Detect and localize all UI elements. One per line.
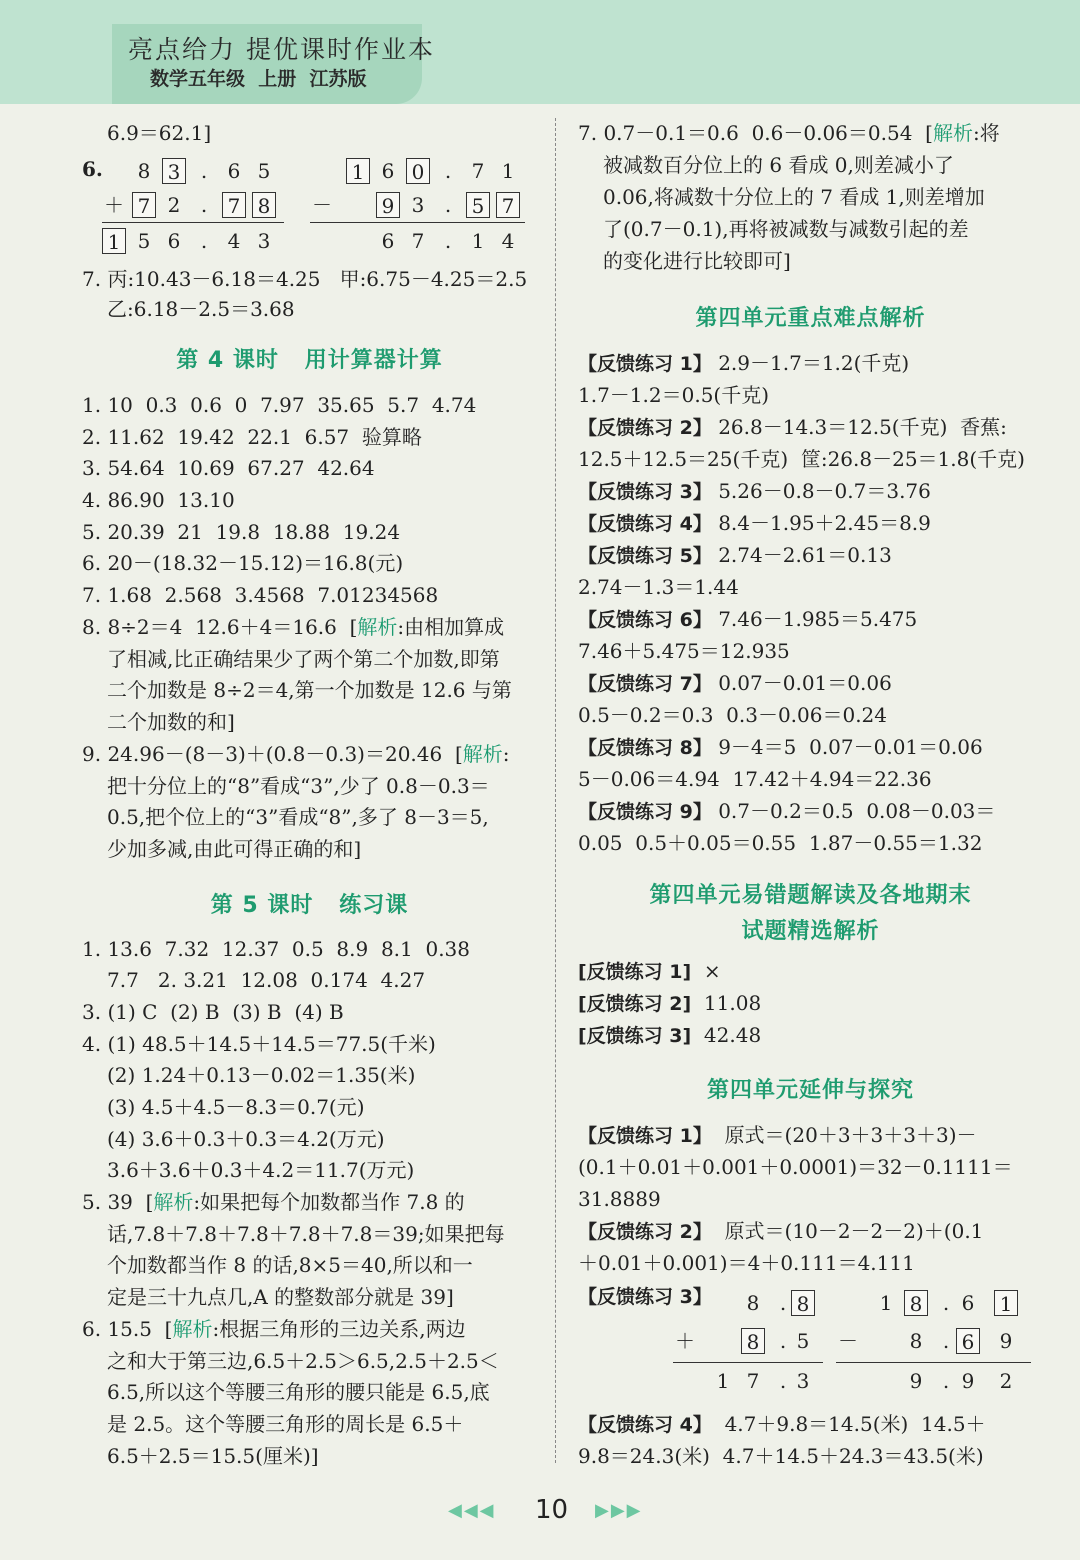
feedback-label: 【反馈练习 1】 <box>578 1125 712 1147</box>
feedback-text: 0.05 0.5＋0.05＝0.55 1.87－0.55＝1.32 <box>578 831 983 855</box>
answer-line: 7. 1.68 2.568 3.4568 7.01234568 <box>82 583 439 607</box>
answer-line: 0.5,把个位上的“3”看成“8”,多了 8－3＝5, <box>107 805 489 829</box>
feedback-label: 【反馈练习 1】 <box>578 353 712 375</box>
digit: 1 <box>501 159 515 183</box>
feedback-item <box>578 700 887 730</box>
feedback-item <box>578 348 909 378</box>
answer-line: 少加多减,由此可得正确的和] <box>107 837 362 861</box>
digit: 6 <box>227 159 241 183</box>
feedback-text: 2.74－1.3＝1.44 <box>578 575 739 599</box>
feedback-label: 【反馈练习 6】 <box>578 609 712 631</box>
digit: 1 <box>471 229 485 253</box>
digit: . <box>942 1291 950 1315</box>
answer-text: :如果把每个加数都当作 7.8 的 <box>193 1190 465 1214</box>
digit: 9 <box>999 1329 1013 1353</box>
answer-line <box>82 612 504 642</box>
feedback-text: 11.08 <box>703 991 762 1015</box>
answer-line: 二个加数是 8÷2＝4,第一个加数是 12.6 与第 <box>107 678 512 702</box>
section-heading: 第四单元重点难点解析 <box>695 306 926 331</box>
next-arrows-icon: ▶▶▶ <box>595 1500 643 1521</box>
digit: 5 <box>257 159 271 183</box>
digit-box: 7 <box>222 192 246 218</box>
feedback-item <box>578 668 892 698</box>
feedback-text: × <box>703 959 721 983</box>
digit: 7 <box>746 1369 760 1393</box>
page-number: 10 <box>535 1495 569 1525</box>
section-heading: 试题精选解析 <box>741 919 880 944</box>
digit: 6 <box>167 229 181 253</box>
answer-line: 3.6＋3.6＋0.3＋4.2＝11.7(万元) <box>107 1158 415 1182</box>
answer-line: 2. 11.62 19.42 22.1 6.57 验算略 <box>82 425 422 449</box>
feedback-item <box>578 828 982 858</box>
feedback-item <box>578 732 983 762</box>
answer-line: 1. 13.6 7.32 12.37 0.5 8.9 8.1 0.38 <box>82 937 470 961</box>
feedback-text: 7.46＋5.475＝12.935 <box>578 639 790 663</box>
feedback-item <box>578 508 931 538</box>
feedback-label: 【反馈练习 2】 <box>578 417 712 439</box>
answer-text: :由相加算成 <box>397 615 505 639</box>
feedback-item <box>578 1409 986 1439</box>
minus-sign: － <box>838 1329 858 1353</box>
section-heading: 第 4 课时 用计算器计算 <box>176 348 443 373</box>
feedback-label: 【反馈练习 8】 <box>578 737 712 759</box>
feedback-label: 【反馈练习 2】 <box>578 1221 712 1243</box>
digit: 5 <box>137 229 151 253</box>
digit: 3 <box>411 193 425 217</box>
feedback-item <box>578 412 1007 442</box>
feedback-label: 【反馈练习 7】 <box>578 673 712 695</box>
digit: . <box>444 229 452 253</box>
answer-line: 乙:6.18－2.5＝3.68 <box>107 297 295 321</box>
feedback-label: [反馈练习 3] <box>578 1025 692 1047</box>
feedback-item <box>578 604 917 634</box>
digit: 6 <box>381 229 395 253</box>
digit: 3 <box>796 1369 810 1393</box>
answer-line <box>82 1187 465 1217</box>
digit: 1 <box>879 1291 893 1315</box>
digit-box: 6 <box>956 1328 980 1354</box>
answer-line <box>82 1314 466 1344</box>
feedback-text: 1.7－1.2＝0.5(千克) <box>578 383 770 407</box>
vertical-addition <box>102 158 292 258</box>
digit: . <box>779 1369 787 1393</box>
digit: 9 <box>909 1369 923 1393</box>
feedback-item <box>578 636 790 666</box>
digit-box: 7 <box>496 192 520 218</box>
answer-line: (4) 3.6＋0.3＋0.3＝4.2(万元) <box>107 1127 385 1151</box>
minus-sign: － <box>312 193 332 217</box>
digit: . <box>200 229 208 253</box>
analysis-label: 解析 <box>932 121 973 145</box>
answer-line: 6.5＋2.5＝15.5(厘米)] <box>107 1444 319 1468</box>
digit-box: 8 <box>791 1290 815 1316</box>
plus-sign: ＋ <box>675 1329 695 1353</box>
answer-line: 6.5,所以这个等腰三角形的腰只能是 6.5,底 <box>107 1380 490 1404</box>
digit: 7 <box>411 229 425 253</box>
feedback-label: 【反馈练习 4】 <box>578 1414 712 1436</box>
analysis-label: 解析 <box>153 1190 194 1214</box>
feedback-item <box>578 1216 983 1246</box>
feedback-item <box>578 476 931 506</box>
answer-line: 4. (1) 48.5＋14.5＋14.5＝77.5(千米) <box>82 1032 436 1056</box>
digit: 6 <box>961 1291 975 1315</box>
digit-box: 1 <box>346 158 370 184</box>
answer-line: 4. 86.90 13.10 <box>82 488 235 512</box>
answer-line: (0.1＋0.01＋0.001＋0.0001)＝32－0.1111＝ <box>578 1155 1013 1179</box>
digit: 3 <box>257 229 271 253</box>
feedback-text: 9－4＝5 0.07－0.01＝0.06 <box>718 735 983 759</box>
digit-box: 8 <box>252 192 276 218</box>
vertical-addition <box>673 1290 823 1400</box>
feedback-text: 原式＝(20＋3＋3＋3＋3)－ <box>724 1123 977 1147</box>
digit: . <box>200 159 208 183</box>
feedback-text: 8.4－1.95＋2.45＝8.9 <box>718 511 931 535</box>
question-number: 6. <box>82 157 103 181</box>
sum-line <box>102 222 284 223</box>
feedback-text: 原式＝(10－2－2－2)＋(0.1 <box>724 1219 984 1243</box>
digit <box>102 158 126 184</box>
digit-box: 5 <box>466 192 490 218</box>
answer-line: 之和大于第三边,6.5＋2.5＞6.5,2.5＋2.5＜ <box>107 1349 499 1373</box>
answer-line: 3. 54.64 10.69 67.27 42.64 <box>82 456 375 480</box>
digit-box: 1 <box>102 228 126 254</box>
answer-text: :将 <box>972 121 1000 145</box>
feedback-item <box>578 380 769 410</box>
feedback-label: 【反馈练习 9】 <box>578 801 712 823</box>
feedback-text: 2.74－2.61＝0.13 <box>718 543 892 567</box>
feedback-text: 42.48 <box>703 1023 762 1047</box>
digit-box: 3 <box>162 158 186 184</box>
feedback-label: [反馈练习 1] <box>578 961 692 983</box>
answer-text: 8. 8÷2＝4 12.6＋4＝16.6 [ <box>82 615 358 639</box>
feedback-text: 5.26－0.8－0.7＝3.76 <box>718 479 931 503</box>
digit: 5 <box>796 1329 810 1353</box>
digit: . <box>200 193 208 217</box>
feedback-item <box>578 764 932 794</box>
digit: 9 <box>961 1369 975 1393</box>
answer-line: 6. 20－(18.32－15.12)＝16.8(元) <box>82 551 404 575</box>
feedback-text: 0.5－0.2＝0.3 0.3－0.06＝0.24 <box>578 703 888 727</box>
answer-line: (3) 4.5＋4.5－8.3＝0.7(元) <box>107 1095 365 1119</box>
answer-text: 5. 39 [ <box>82 1190 154 1214</box>
digit-box: 8 <box>741 1328 765 1354</box>
digit: 4 <box>501 229 515 253</box>
digit: 4 <box>227 229 241 253</box>
difference-line <box>836 1362 1031 1363</box>
answer-text: : <box>502 742 510 766</box>
feedback-text: 12.5＋12.5＝25(千克) 筐:26.8－25＝1.8(千克) <box>578 447 1025 471</box>
digit: . <box>444 193 452 217</box>
feedback-label: 【反馈练习 5】 <box>578 545 712 567</box>
feedback-item <box>578 444 1025 474</box>
feedback-item <box>578 1020 761 1050</box>
answer-text: :根据三角形的三边关系,两边 <box>212 1317 466 1341</box>
answer-line: 7.7 2. 3.21 12.08 0.174 4.27 <box>107 968 426 992</box>
feedback-text: 0.07－0.01＝0.06 <box>718 671 892 695</box>
section-heading: 第 5 课时 练习课 <box>210 893 409 918</box>
feedback-item <box>578 796 995 826</box>
answer-line: 1. 10 0.3 0.6 0 7.97 35.65 5.7 4.74 <box>82 393 477 417</box>
answer-line: 5. 20.39 21 19.8 18.88 19.24 <box>82 520 401 544</box>
answer-line <box>82 739 510 769</box>
feedback-text: 26.8－14.3＝12.5(千克) 香蕉: <box>718 415 1007 439</box>
answer-line <box>578 118 1000 148</box>
feedback-text: 4.7＋9.8＝14.5(米) 14.5＋ <box>724 1412 986 1436</box>
page-header <box>0 0 1080 104</box>
feedback-label: 【反馈练习 3】 <box>578 1286 712 1308</box>
digit-box: 7 <box>132 192 156 218</box>
digit: . <box>942 1329 950 1353</box>
plus-sign: ＋ <box>104 193 124 217</box>
answer-text: 9. 24.96－(8－3)＋(0.8－0.3)＝20.46 [ <box>82 742 463 766</box>
digit: 2 <box>167 193 181 217</box>
prev-arrows-icon: ◀◀◀ <box>448 1500 496 1521</box>
answer-line: 个加数都当作 8 的话,8×5＝40,所以和一 <box>107 1253 473 1277</box>
feedback-text: 5－0.06＝4.94 17.42＋4.94＝22.36 <box>578 767 932 791</box>
answer-line: 被减数百分位上的 6 看成 0,则差减小了 <box>603 153 954 177</box>
digit: 8 <box>909 1329 923 1353</box>
analysis-label: 解析 <box>172 1317 213 1341</box>
column-divider <box>555 118 556 1463</box>
feedback-item <box>578 988 761 1018</box>
digit-box: 8 <box>904 1290 928 1316</box>
digit: . <box>779 1329 787 1353</box>
feedback-text: 0.7－0.2＝0.5 0.08－0.03＝ <box>718 799 996 823</box>
answer-text: 6. 15.5 [ <box>82 1317 173 1341</box>
answer-line: (2) 1.24＋0.13－0.02＝1.35(米) <box>107 1063 416 1087</box>
feedback-item <box>578 956 721 986</box>
book-subtitle: 数学五年级 上册 江苏版 <box>150 68 367 90</box>
answer-line: 3. (1) C (2) B (3) B (4) B <box>82 1000 344 1024</box>
digit: 8 <box>137 159 151 183</box>
digit: 7 <box>471 159 485 183</box>
vertical-subtraction <box>836 1290 1036 1400</box>
answer-line: 6.9＝62.1] <box>107 121 212 145</box>
vertical-subtraction <box>310 158 515 258</box>
digit-box: 9 <box>376 192 400 218</box>
feedback-item <box>578 572 739 602</box>
analysis-label: 解析 <box>462 742 503 766</box>
digit: . <box>444 159 452 183</box>
sum-line <box>673 1362 823 1363</box>
feedback-label: 【反馈练习 4】 <box>578 513 712 535</box>
answer-line: 二个加数的和] <box>107 710 235 734</box>
digit <box>346 228 370 254</box>
section-heading: 第四单元易错题解读及各地期末 <box>649 883 972 908</box>
answer-line: 了(0.7－0.1),再将被减数与减数引起的差 <box>603 217 969 241</box>
answer-line: 了相减,比正确结果少了两个第二个加数,即第 <box>107 647 500 671</box>
answer-line: 把十分位上的“8”看成“3”,少了 0.8－0.3＝ <box>107 774 490 798</box>
feedback-item <box>578 1120 977 1150</box>
digit: 1 <box>716 1369 730 1393</box>
answer-line: 是 2.5。这个等腰三角形的周长是 6.5＋ <box>107 1412 464 1436</box>
answer-line: 0.06,将减数十分位上的 7 看成 1,则差增加 <box>603 185 985 209</box>
difference-line <box>310 222 525 223</box>
feedback-text: 7.46－1.985＝5.475 <box>718 607 918 631</box>
answer-line: 话,7.8＋7.8＋7.8＋7.8＋7.8＝39;如果把每 <box>107 1222 505 1246</box>
feedback-label: 【反馈练习 3】 <box>578 481 712 503</box>
answer-line: 的变化进行比较即可] <box>603 249 791 273</box>
digit: 2 <box>999 1369 1013 1393</box>
digit: 6 <box>381 159 395 183</box>
answer-line: 9.8＝24.3(米) 4.7＋14.5＋24.3＝43.5(米) <box>578 1444 984 1468</box>
feedback-item <box>578 540 892 570</box>
answer-line: 定是三十九点几,A 的整数部分就是 39] <box>107 1285 454 1309</box>
feedback-label: [反馈练习 2] <box>578 993 692 1015</box>
feedback-text: 2.9－1.7＝1.2(千克) <box>718 351 910 375</box>
digit: 8 <box>746 1291 760 1315</box>
digit: . <box>779 1291 787 1315</box>
digit-box: 0 <box>406 158 430 184</box>
answer-text: 7. 0.7－0.1＝0.6 0.6－0.06＝0.54 [ <box>578 121 933 145</box>
answer-line: 31.8889 <box>578 1187 661 1211</box>
section-heading: 第四单元延伸与探究 <box>706 1078 914 1103</box>
analysis-label: 解析 <box>357 615 398 639</box>
digit: . <box>942 1369 950 1393</box>
digit-box: 1 <box>994 1290 1018 1316</box>
book-title: 亮点给力 提优课时作业本 <box>128 35 435 64</box>
answer-line: ＋0.01＋0.001)＝4＋0.111＝4.111 <box>578 1251 915 1275</box>
answer-line: 7. 丙:10.43－6.18＝4.25 甲:6.75－4.25＝2.5 <box>82 267 528 291</box>
